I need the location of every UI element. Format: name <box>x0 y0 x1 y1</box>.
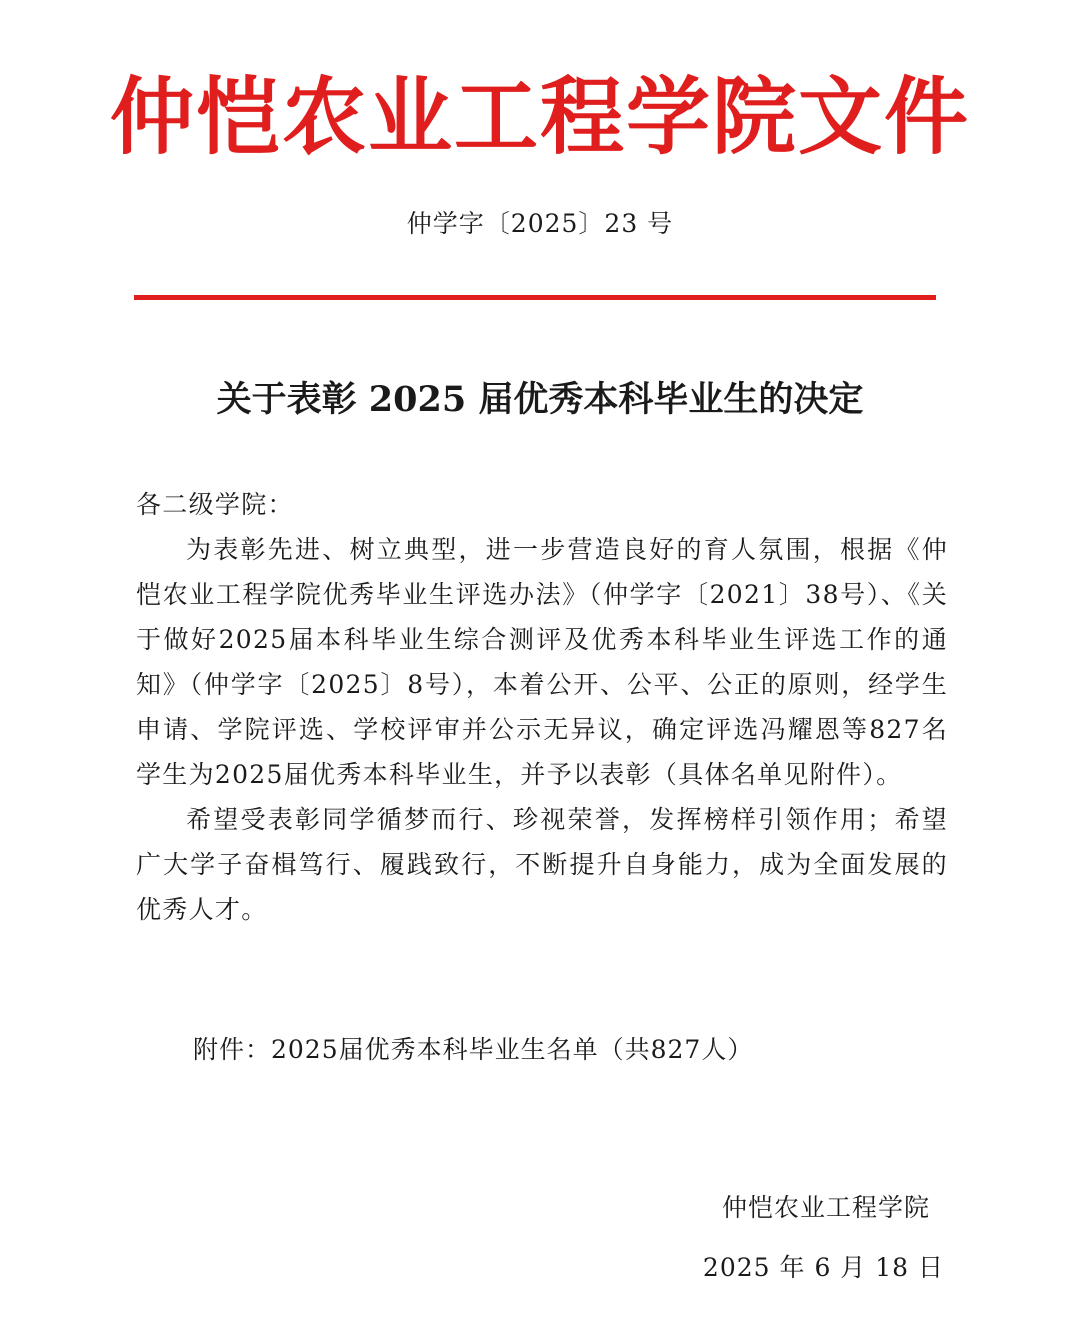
attachment-line: 附件：2025届优秀本科毕业生名单（共827人） <box>193 1035 754 1064</box>
masthead-title: 仲恺农业工程学院文件 <box>109 68 970 166</box>
issue-date: 2025 年 6 月 18 日 <box>702 1253 944 1282</box>
document-number: 仲学字〔2025〕23 号 <box>406 209 674 238</box>
document-title: 关于表彰 2025 届优秀本科毕业生的决定 <box>216 379 864 420</box>
red-divider <box>134 295 936 300</box>
document-body <box>136 482 948 932</box>
salutation: 各二级学院： <box>136 490 294 519</box>
body-paragraph-1: 为表彰先进、树立典型，进一步营造良好的育人氛围，根据《仲恺农业工程学院优秀毕业生评选办法》（仲学字〔2021〕38号）、《关于做好2025届本科毕业生综合测评及优秀本科毕业生评选工作的通知》（仲学字〔2025〕8号），本着公开、公平、公正的原则，经学生申请、学院评选、学校评审并公示无异议，确定评选冯耀恩等827名学生为2025届优秀本科毕业生，并予以表彰（具体名单见附件）。 <box>136 535 948 789</box>
issuer-signature: 仲恺农业工程学院 <box>721 1193 930 1222</box>
body-paragraph-2: 希望受表彰同学循梦而行、珍视荣誉，发挥榜样引领作用；希望广大学子奋楫笃行、履践致行，不断提升自身能力，成为全面发展的优秀人才。 <box>136 805 948 924</box>
